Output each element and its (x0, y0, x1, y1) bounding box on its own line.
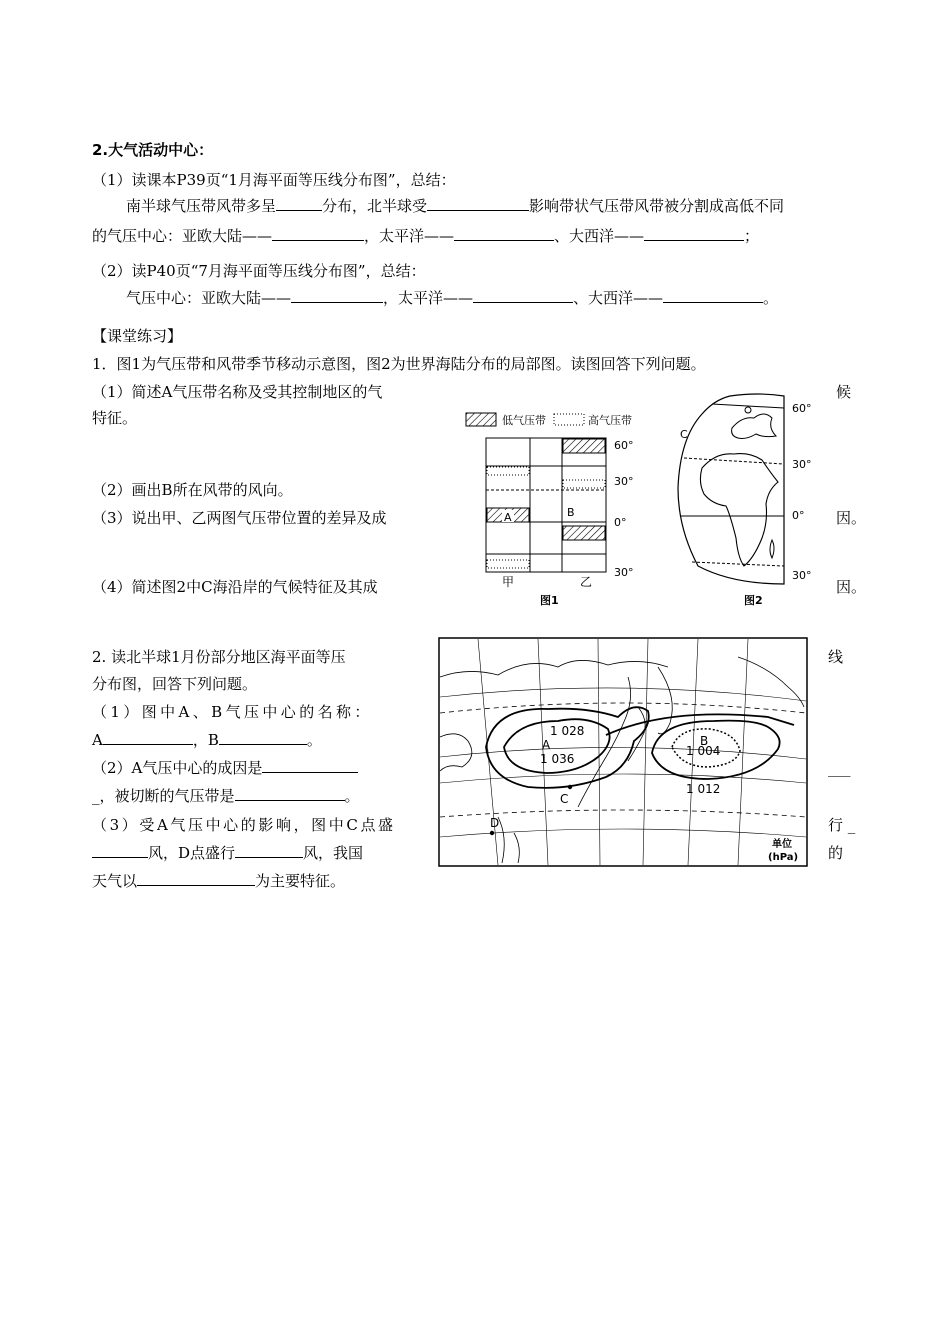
lat-label: 60° (614, 439, 634, 452)
answer-blank[interactable] (276, 196, 322, 211)
figure-1-pressure-belts (462, 404, 652, 610)
text-segment: ，B (192, 731, 219, 749)
ex2-intro-cont: 分布图，回答下列问题。 (92, 675, 258, 693)
high-belt (563, 480, 605, 488)
line-southern-pattern (126, 196, 784, 216)
practice-header: 【课堂练习】 (92, 327, 183, 345)
ex2-question-2-overflow: ___ (828, 759, 851, 777)
ex2-question-3: （3）受A气压中心的影响，图中C点盛 (92, 816, 396, 834)
lat-label: 60° (792, 402, 812, 415)
lat-30n-line (684, 458, 784, 464)
europe-outline (732, 414, 776, 439)
unit-hpa: (hPa) (768, 852, 799, 863)
answer-blank[interactable] (427, 196, 529, 211)
isobar-map (438, 637, 808, 867)
label-c: C (680, 428, 688, 441)
text-segment: 、大西洋—— (554, 227, 645, 245)
text-segment: （2）A气压中心的成因是 (92, 759, 263, 777)
text-segment: 风，D点盛行 (148, 844, 236, 862)
question-2: （2）读P40页“7月海平面等压线分布图”，总结： (92, 262, 426, 280)
ex2-question-1: （1）图中A、B气压中心的名称： (92, 703, 373, 721)
legend-high-swatch (554, 414, 584, 425)
figure-2-world-map (672, 388, 828, 610)
iso-label-1012: 1 012 (686, 782, 721, 796)
answer-blank[interactable] (219, 730, 307, 745)
text-segment: 。 (763, 289, 779, 307)
unit-label: 单位 (772, 839, 792, 850)
ex2-question-1-answers (92, 730, 322, 750)
point-c (568, 785, 572, 789)
figure-2-caption: 图2 (744, 594, 763, 607)
ex1-question-1-end: 候 (836, 383, 852, 401)
label-b: B (567, 506, 575, 519)
lat-label: 30° (792, 458, 812, 471)
text-segment: 的气压中心：亚欧大陆—— (92, 227, 273, 245)
ex2-question-3-final (92, 871, 345, 891)
legend-low-label: 低气压带 (502, 414, 546, 427)
text-segment: 影响带状气压带风带被分割成高低不同 (529, 197, 785, 215)
answer-blank[interactable] (473, 288, 573, 303)
line-january-centers (92, 226, 759, 246)
question-1: （1）读课本P39页“1月海平面等压线分布图”，总结： (92, 171, 456, 189)
answer-blank[interactable] (291, 288, 383, 303)
text-segment: ，太平洋—— (364, 227, 455, 245)
iso-label-1004: 1 004 (686, 744, 721, 758)
map-label-a: A (542, 738, 551, 752)
answer-blank[interactable] (454, 226, 554, 241)
lat-30s-line (692, 562, 784, 566)
ex2-question-2-cont (92, 786, 360, 806)
diagram-frame (486, 438, 606, 572)
lat-label: 0° (792, 509, 805, 522)
ex2-question-3-end: 行 _ (828, 816, 856, 834)
answer-blank[interactable] (663, 288, 763, 303)
low-belt (563, 439, 605, 453)
text-segment: A (92, 731, 103, 749)
answer-blank[interactable] (137, 871, 255, 886)
high-belt (487, 560, 529, 568)
legend-high-label: 高气压带 (588, 414, 632, 427)
answer-blank[interactable] (92, 843, 148, 858)
text-segment: 。 (344, 787, 360, 805)
ex2-intro: 2. 读北半球1月份部分地区海平面等压 (92, 648, 346, 666)
lat-label: 30° (792, 569, 812, 582)
map-label-c: C (560, 792, 569, 806)
text-segment: 、大西洋—— (573, 289, 664, 307)
ex1-question-3: （3）说出甲、乙两图气压带位置的差异及成 (92, 509, 387, 527)
point-d (490, 831, 494, 835)
lat-label: 30° (614, 566, 634, 579)
text-segment: 风，我国 (303, 844, 364, 862)
text-segment: 分布，北半球受 (322, 197, 428, 215)
section-title: 2.大气活动中心： (92, 141, 214, 159)
text-segment: 天气以 (92, 872, 138, 890)
ex1-question-1-cont: 特征。 (92, 409, 138, 427)
ex1-question-4: （4）简述图2中C海沿岸的气候特征及其成 (92, 578, 378, 596)
map-label-b: B (700, 734, 709, 748)
legend-low-swatch (466, 413, 496, 426)
text-segment: _，被切断的气压带是 (92, 787, 235, 805)
ex2-question-3-cont (92, 843, 363, 863)
exercise-1-intro: 1．图1为气压带和风带季节移动示意图，图2为世界海陆分布的局部图。读图回答下列问题。 (92, 355, 706, 373)
figure-1-caption: 图1 (540, 594, 559, 607)
text-segment: 南半球气压带风带多呈 (126, 197, 277, 215)
col-label-yi: 乙 (580, 575, 593, 589)
island (745, 407, 751, 413)
line-july-centers (126, 288, 778, 308)
ex2-question-2 (92, 758, 358, 778)
text-segment: 。 (306, 731, 322, 749)
lat-label: 0° (614, 516, 627, 529)
low-belt (563, 526, 605, 540)
lat-label: 30° (614, 475, 634, 488)
text-segment: ，太平洋—— (383, 289, 474, 307)
ex1-question-1: （1）简述A气压带名称及受其控制地区的气 (92, 383, 383, 401)
col-label-jia: 甲 (502, 575, 515, 589)
text-segment: 为主要特征。 (255, 872, 346, 890)
text-segment: 气压中心：亚欧大陆—— (126, 289, 292, 307)
ex2-question-3-end2: 的 (828, 844, 844, 862)
ex1-question-3-end: 因。 (836, 509, 867, 527)
madagascar-outline (770, 540, 774, 558)
map-label-d: D (490, 816, 500, 830)
label-a: A (504, 511, 512, 524)
ex1-question-2: （2）画出B所在风带的风向。 (92, 481, 293, 499)
high-belt (487, 467, 529, 475)
answer-blank[interactable] (235, 786, 345, 801)
iso-label-1028: 1 028 (550, 724, 585, 738)
africa-outline (700, 454, 778, 566)
ex1-question-4-end: 因。 (836, 578, 867, 596)
answer-blank[interactable] (103, 730, 193, 745)
text-segment: ； (744, 227, 760, 245)
iso-label-1036: 1 036 (540, 752, 575, 766)
answer-blank[interactable] (235, 843, 303, 858)
ex2-intro-end: 线 (828, 648, 844, 666)
answer-blank[interactable] (644, 226, 744, 241)
answer-blank[interactable] (272, 226, 364, 241)
answer-blank[interactable] (262, 758, 358, 773)
map-frame (678, 394, 784, 584)
